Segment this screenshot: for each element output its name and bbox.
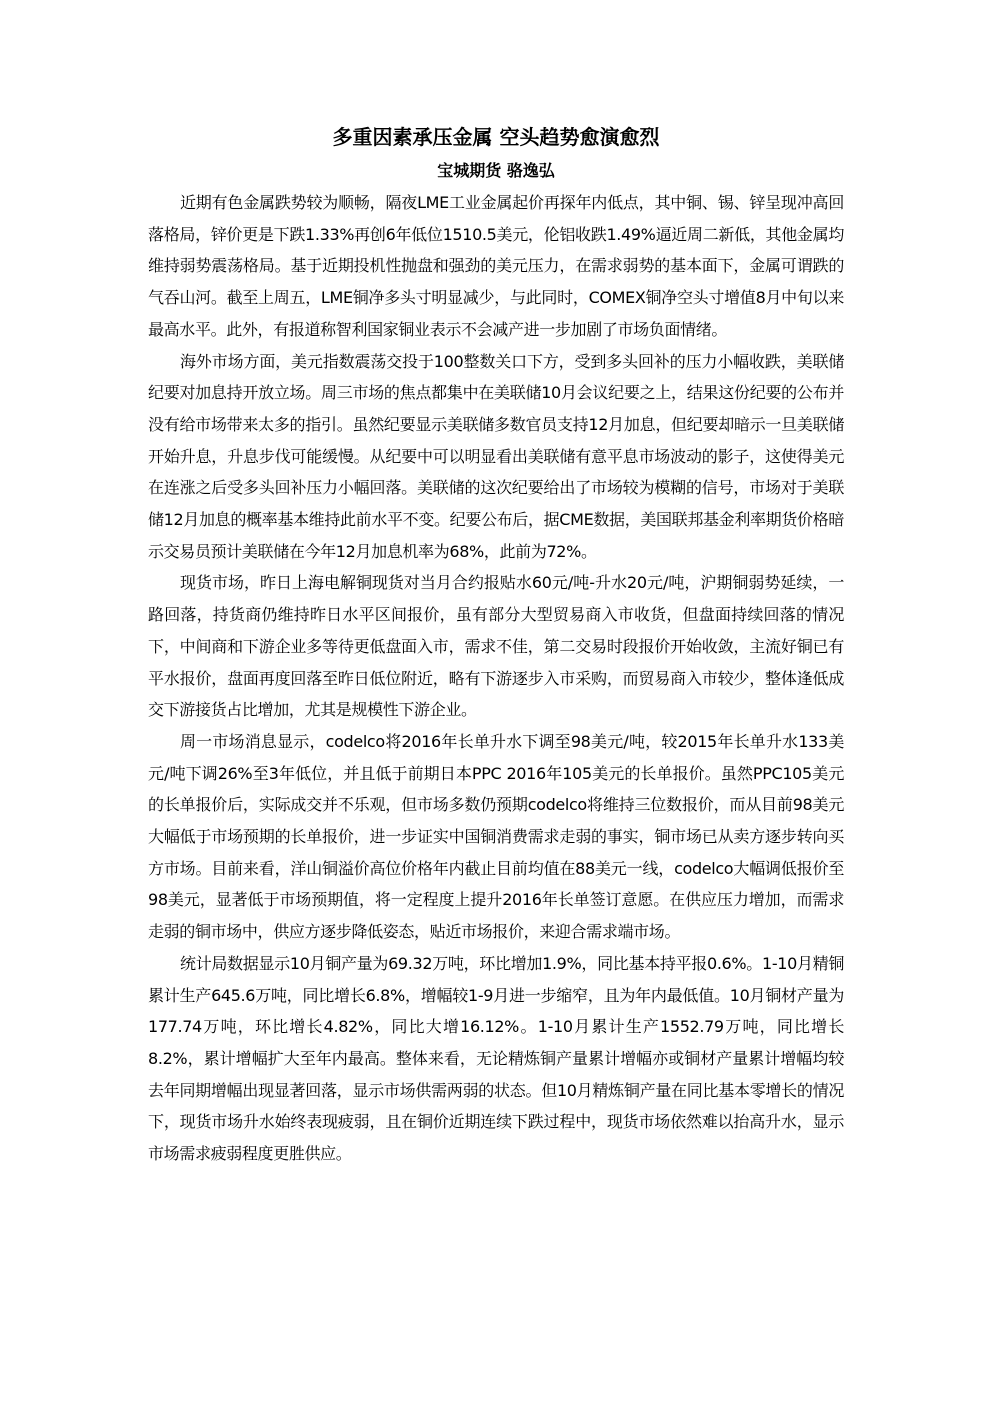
paragraph: 海外市场方面，美元指数震荡交投于100整数关口下方，受到多头回补的压力小幅收跌，美联储纪要对加息持开放立场。周三市场的焦点都集中在美联储10月会议纪要之上，结果这份纪要的公布并没有给市场带来太多的指引。虽然纪要显示美联储多数官员支持12月加息，但纪要却暗示一旦美联储开始升息，升息步伐可能缓慢。从纪要中可以明显看出美联储有意平息市场波动的影子，这使得美元在连涨之后受多头回补压力小幅回落。美联储的这次纪要给出了市场较为模糊的信号，市场对于美联储12月加息的概率基本维持此前水平不变。纪要公布后，据CME数据，美国联邦基金利率期货价格暗示交易员预计美联储在今年12月加息机率为68%，此前为72%。 [148,351,844,561]
paragraph: 周一市场消息显示，codelco将2016年长单升水下调至98美元/吨，较2015年长单升水133美元/吨下调26%至3年低位，并且低于前期日本PPC 2016年105美元的长单报价。虽然PPC105美元的长单报价后，实际成交并不乐观，但市场多数仍预期codelco将维持三位数报价，而从目前98美元大幅低于市场预期的长单报价，进一步证实中国铜消费需求走弱的事实，铜市场已从卖方逐步转向买方市场。目前来看，洋山铜溢价高位价格年内截止目前均值在88美元一线，codelco大幅调低报价至98美元，显著低于市场预期值，将一定程度上提升2016年长单签订意愿。在供应压力增加，而需求走弱的铜市场中，供应方逐步降低姿态，贴近市场报价，来迎合需求端市场。 [148,731,844,942]
paragraph: 统计局数据显示10月铜产量为69.32万吨，环比增加1.9%，同比基本持平报0.6%。1-10月精铜累计生产645.6万吨，同比增长6.8%，增幅较1-9月进一步缩窄，且为年内最低值。10月铜材产量为177.74万吨，环比增长4.82%，同比大增16.12%。1-10月累计生产1552.79万吨，同比增长8.2%，累计增幅扩大至年内最高。整体来看，无论精炼铜产量累计增幅亦或铜材产量累计增幅均较去年同期增幅出现显著回落，显示市场供需两弱的状态。但10月精炼铜产量在同比基本零增长的情况下，现货市场升水始终表现疲弱，且在铜价近期连续下跌过程中，现货市场依然难以抬高升水，显示市场需求疲弱程度更胜供应。 [148,953,844,1164]
author-byline: 宝城期货 骆逸弘 [437,161,555,180]
paragraph: 近期有色金属跌势较为顺畅，隔夜LME工业金属起价再探年内低点，其中铜、锡、锌呈现冲高回落格局，锌价更是下跌1.33%再创6年低位1510.5美元，伦铝收跌1.49%逼近周二新低，其他金属均维持弱势震荡格局。基于近期投机性抛盘和强劲的美元压力，在需求弱势的基本面下，金属可谓跌的气吞山河。截至上周五，LME铜净多头寸明显减少，与此同时，COMEX铜净空头寸增值8月中旬以来最高水平。此外，有报道称智利国家铜业表示不会减产进一步加剧了市场负面情绪。 [148,193,844,339]
article-body [148,187,844,1170]
paragraph: 现货市场，昨日上海电解铜现货对当月合约报贴水60元/吨-升水20元/吨，沪期铜弱势延续，一路回落，持货商仍维持昨日水平区间报价，虽有部分大型贸易商入市收货，但盘面持续回落的情况下，中间商和下游企业多等待更低盘面入市，需求不佳，第二交易时段报价开始收敛，主流好铜已有平水报价，盘面再度回落至昨日低位附近，略有下游逐步入市采购，而贸易商入市较少，整体逢低成交下游接货占比增加，尤其是规模性下游企业。 [148,573,844,720]
document-title: 多重因素承压金属 空头趋势愈演愈烈 [332,125,660,149]
